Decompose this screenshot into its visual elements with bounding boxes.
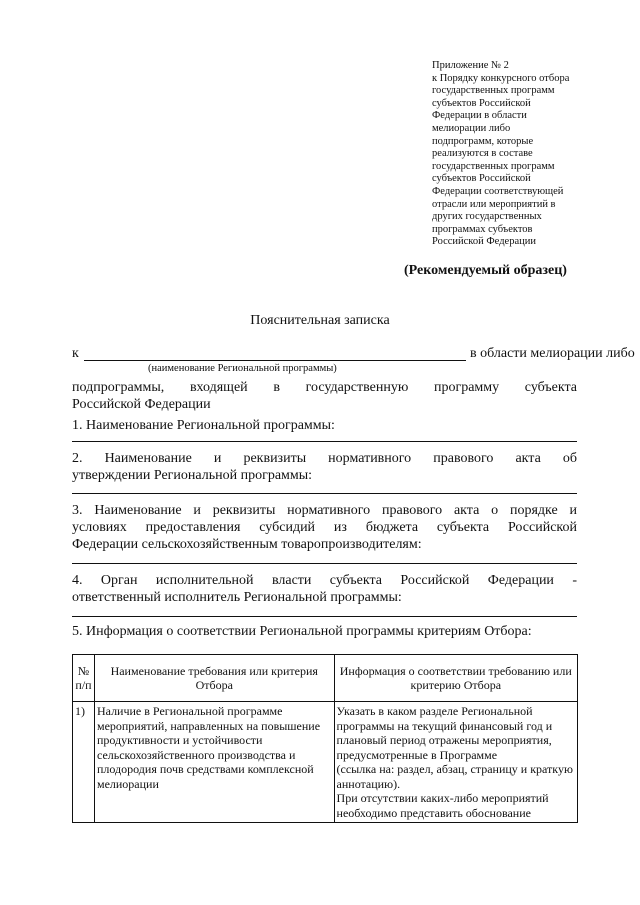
item-4-line-1: 4. Орган исполнительной власти субъекта Российской Федерации - bbox=[72, 573, 577, 588]
item-5-label: 5. Информация о соответствии Региональной программы критериям Отбора: bbox=[72, 624, 532, 639]
table-row bbox=[73, 702, 578, 823]
cell-information bbox=[334, 702, 577, 823]
item-3-line-1: 3. Наименование и реквизиты нормативного правового акта о порядке и bbox=[72, 503, 577, 518]
cell-number: 1) bbox=[73, 702, 95, 823]
header-information: Информация о соответствии требованию или критерию Отбора bbox=[334, 655, 577, 702]
appendix-line: подпрограмм, которые bbox=[432, 135, 534, 147]
appendix-line: к Порядку конкурсного отбора bbox=[432, 72, 570, 84]
appendix-line: других государственных bbox=[432, 211, 542, 223]
appendix-block bbox=[432, 60, 622, 249]
info-paragraph-1: Указать в каком разделе Региональной программы на текущий финансовый год и плановый период отражены мероприятия, предусмотренные в Программе bbox=[336, 704, 553, 762]
intro-line-2: подпрограммы, входящей в государственную программу субъекта bbox=[72, 380, 577, 395]
appendix-line: Приложение № 2 bbox=[432, 60, 509, 71]
item-1-answer-line bbox=[72, 441, 577, 442]
appendix-line: реализуются в составе bbox=[432, 148, 533, 160]
item-1-label: 1. Наименование Региональной программы: bbox=[72, 418, 335, 433]
appendix-line: государственных программ bbox=[432, 160, 555, 172]
intro-line bbox=[72, 346, 635, 364]
program-name-blank bbox=[84, 360, 466, 361]
appendix-line: субъектов Российской bbox=[432, 173, 531, 185]
appendix-line: отрасли или мероприятий в bbox=[432, 198, 556, 210]
item-4-answer-line bbox=[72, 616, 577, 617]
intro-suffix: в области мелиорации либо bbox=[470, 346, 635, 361]
item-4-line-2: ответственный исполнитель Региональной программы: bbox=[72, 590, 402, 605]
appendix-line: Федерации в области bbox=[432, 110, 527, 122]
sample-label: (Рекомендуемый образец) bbox=[404, 263, 567, 278]
cell-requirement: Наличие в Региональной программе мероприятий, направленных на повышение продуктивности и устойчивости сельскохозяйственного производства и плодородия почв средствами комплексной мелиорации bbox=[94, 702, 334, 823]
appendix-line: государственных программ bbox=[432, 85, 555, 97]
item-3-line-3: Федерации сельскохозяйственным товаропроизводителям: bbox=[72, 537, 422, 552]
info-paragraph-3: При отсутствии каких-либо мероприятий необходимо представить обоснование bbox=[336, 791, 549, 820]
page-title: Пояснительная записка bbox=[250, 313, 390, 328]
appendix-line: программах субъектов bbox=[432, 223, 533, 235]
intro-line-3: Российской Федерации bbox=[72, 397, 211, 412]
appendix-line: Российской Федерации bbox=[432, 236, 536, 248]
appendix-line: Федерации соответствующей bbox=[432, 185, 564, 197]
intro-prefix: к bbox=[72, 346, 79, 361]
table-header-row bbox=[73, 655, 578, 702]
item-2-line-2: утверждении Региональной программы: bbox=[72, 468, 313, 483]
item-3-answer-line bbox=[72, 563, 577, 564]
info-paragraph-2: (ссылка на: раздел, абзац, страницу и краткую аннотацию). bbox=[336, 762, 573, 791]
appendix-line: субъектов Российской bbox=[432, 97, 531, 109]
header-number: № п/п bbox=[73, 655, 95, 702]
appendix-line: мелиорации либо bbox=[432, 122, 511, 134]
item-2-answer-line bbox=[72, 493, 577, 494]
item-3-line-2: условиях предоставления субсидий из бюджета субъекта Российской bbox=[72, 520, 577, 535]
item-2-line-1: 2. Наименование и реквизиты нормативного правового акта об bbox=[72, 451, 577, 466]
program-name-caption: (наименование Региональной программы) bbox=[148, 363, 337, 374]
requirements-table bbox=[72, 654, 578, 823]
header-requirement: Наименование требования или критерия Отбора bbox=[94, 655, 334, 702]
